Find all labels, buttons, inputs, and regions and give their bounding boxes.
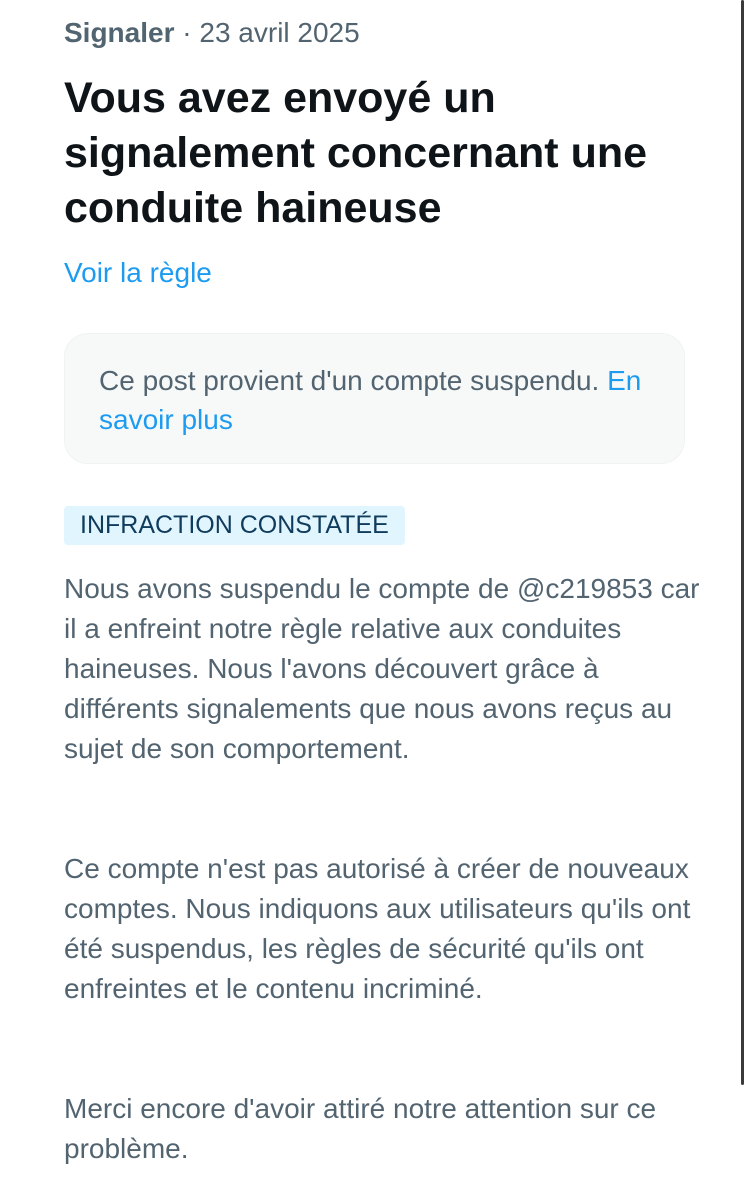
meta-separator: · <box>174 17 200 48</box>
report-title: Vous avez envoyé un signalement concernant une conduite haineuse <box>64 74 648 232</box>
scrollbar[interactable] <box>741 0 744 1085</box>
decision-paragraph: Nous avons suspendu le compte de @c219853 car il a enfreint notre règle relative aux conduites haineuses. Nous l'avons découvert grâce à différents signalements que nous avons reçus au sujet de son comportement. <box>64 573 700 764</box>
notice-text: Ce post provient d'un compte suspendu. <box>99 365 600 396</box>
report-category: Signaler <box>64 17 175 48</box>
report-date: 23 avril 2025 <box>199 17 360 48</box>
suspended-account-notice <box>64 333 685 464</box>
restrictions-paragraph: Ce compte n'est pas autorisé à créer de nouveaux comptes. Nous indiquons aux utilisateurs qu'ils ont été suspendus, les règles de sécurité qu'ils ont enfreintes et le contenu incriminé. <box>64 853 691 1004</box>
learn-more-link[interactable]: En savoir plus <box>99 365 642 435</box>
view-rule-link[interactable]: Voir la règle <box>64 257 212 288</box>
report-meta <box>64 14 360 52</box>
thanks-paragraph: Merci encore d'avoir attiré notre attention sur ce problème. <box>64 1093 657 1164</box>
violation-status-badge: INFRACTION CONSTATÉE <box>64 506 405 545</box>
